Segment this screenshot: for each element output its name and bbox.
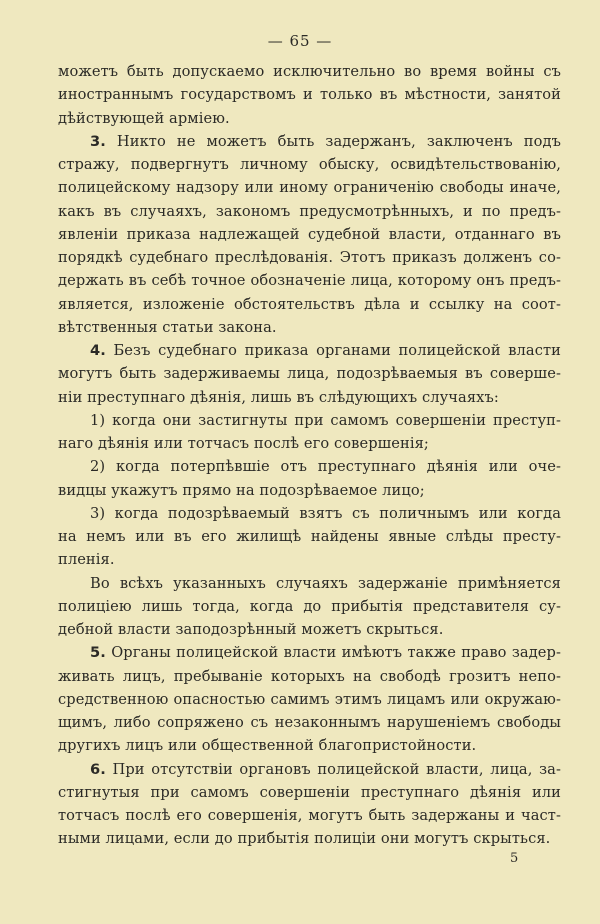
line-text: какъ въ случаяхъ, закономъ предусмотрѣнныхъ, и по предъ- xyxy=(58,202,561,220)
text-line xyxy=(58,83,561,106)
text-line xyxy=(58,502,561,525)
line-text: явленіи приказа надлежащей судебной власти, отданнаго въ xyxy=(58,225,561,243)
text-line xyxy=(58,223,561,246)
text-line xyxy=(58,618,561,641)
line-text: 2) когда потерпѣвшіе отъ преступнаго дѣянія или оче- xyxy=(90,458,561,476)
text-line xyxy=(58,130,561,153)
text-line xyxy=(58,479,561,502)
line-text: вѣтственныя статьи закона. xyxy=(58,318,277,336)
article-number: 3. xyxy=(90,132,106,150)
text-line xyxy=(58,525,561,548)
text-line xyxy=(58,293,561,316)
line-text: ными лицами, если до прибытія полиціи они могутъ скрыться. xyxy=(58,830,551,848)
article-number: 6. xyxy=(90,760,106,778)
line-text: Никто не можетъ быть задержанъ, заключенъ подъ xyxy=(116,132,561,150)
line-text: полицейскому надзору или иному ограниченію свободы иначе, xyxy=(58,179,561,197)
text-line xyxy=(58,316,561,339)
line-text: порядкѣ судебнаго преслѣдованія. Этотъ приказъ долженъ со- xyxy=(58,249,561,266)
line-text: иностраннымъ государствомъ и только въ мѣстности, занятой xyxy=(58,86,561,104)
paragraph xyxy=(58,641,561,757)
line-text: является, изложеніе обстоятельствъ дѣла и ссылку на соот- xyxy=(58,295,561,313)
line-text: средственною опасностью самимъ этимъ лицамъ или окружаю- xyxy=(58,690,561,708)
line-text: Во всѣхъ указанныхъ случаяхъ задержаніе примѣняется xyxy=(90,574,561,592)
line-text: пленія. xyxy=(58,551,115,569)
text-line xyxy=(58,176,561,199)
line-text: другихъ лицъ или общественной благопристойности. xyxy=(58,737,477,755)
text-line xyxy=(58,734,561,757)
line-text: держать въ себѣ точное обозначеніе лица, которому онъ предъ- xyxy=(58,272,561,290)
line-text: Безъ судебнаго приказа органами полицейской власти xyxy=(113,342,561,359)
line-text: 1) когда они застигнуты при самомъ совершеніи преступ- xyxy=(90,411,561,429)
line-text: Органы полицейской власти имѣютъ также право задер- xyxy=(111,644,561,662)
line-text: могутъ быть задерживаемы лица, подозрѣваемыя въ соверше- xyxy=(58,365,561,383)
text-line xyxy=(58,688,561,711)
text-line xyxy=(58,455,561,478)
text-line xyxy=(58,711,561,734)
line-text: можетъ быть допускаемо исключительно во время войны съ xyxy=(58,63,561,80)
paragraph xyxy=(58,130,561,339)
paragraph xyxy=(58,502,561,572)
signature-mark: 5 xyxy=(510,851,519,866)
line-text: дебной власти заподозрѣнный можетъ скрыться. xyxy=(58,621,444,638)
line-text: 3) когда подозрѣваемый взятъ съ поличнымъ или когда xyxy=(90,504,561,522)
text-line xyxy=(58,827,561,850)
line-text: полиціею лишь тогда, когда до прибытія представителя су- xyxy=(58,597,561,615)
text-line xyxy=(58,362,561,385)
paragraph xyxy=(58,60,561,130)
line-text: дѣйствующей арміею. xyxy=(58,109,230,127)
line-text: тотчасъ послѣ его совершенія, могутъ быть задержаны и част- xyxy=(58,807,561,824)
text-line xyxy=(58,246,561,269)
paragraph xyxy=(58,339,561,409)
line-text: наго дѣянія или тотчасъ послѣ его совершенія; xyxy=(58,435,429,452)
article-number: 4. xyxy=(90,342,106,359)
text-line xyxy=(58,641,561,664)
line-text: живать лицъ, пребываніе которыхъ на свободѣ грозитъ непо- xyxy=(58,667,561,685)
paragraph xyxy=(58,409,561,456)
text-line xyxy=(58,107,561,130)
text-line xyxy=(58,595,561,618)
document-body xyxy=(58,60,561,851)
line-text: При отсутствіи органовъ полицейской власти, лица, за- xyxy=(112,760,561,778)
text-line xyxy=(58,200,561,223)
line-text: на немъ или въ его жилищѣ найдены явные слѣды престу- xyxy=(58,528,561,545)
line-text: стражу, подвергнутъ личному обыску, освидѣтельствованію, xyxy=(58,156,561,173)
paragraph xyxy=(58,758,561,851)
text-line xyxy=(58,60,561,83)
text-line xyxy=(58,758,561,781)
line-text: стигнутыя при самомъ совершеніи преступнаго дѣянія или xyxy=(58,783,561,801)
line-text: щимъ, либо сопряжено съ незаконнымъ нарушеніемъ свободы xyxy=(58,714,561,731)
text-line xyxy=(58,432,561,455)
text-line xyxy=(58,339,561,362)
line-text: видцы укажутъ прямо на подозрѣваемое лицо; xyxy=(58,481,425,499)
page-number: — 65 — xyxy=(267,32,333,50)
text-line xyxy=(58,665,561,688)
text-line xyxy=(58,386,561,409)
text-line xyxy=(58,781,561,804)
paragraph xyxy=(58,455,561,502)
text-line xyxy=(58,548,561,571)
text-line xyxy=(58,804,561,827)
text-line xyxy=(58,409,561,432)
text-line xyxy=(58,572,561,595)
paragraph xyxy=(58,572,561,642)
line-text: ніи преступнаго дѣянія, лишь въ слѣдующихъ случаяхъ: xyxy=(58,388,499,406)
text-line xyxy=(58,153,561,176)
text-line xyxy=(58,269,561,292)
article-number: 5. xyxy=(90,644,106,662)
